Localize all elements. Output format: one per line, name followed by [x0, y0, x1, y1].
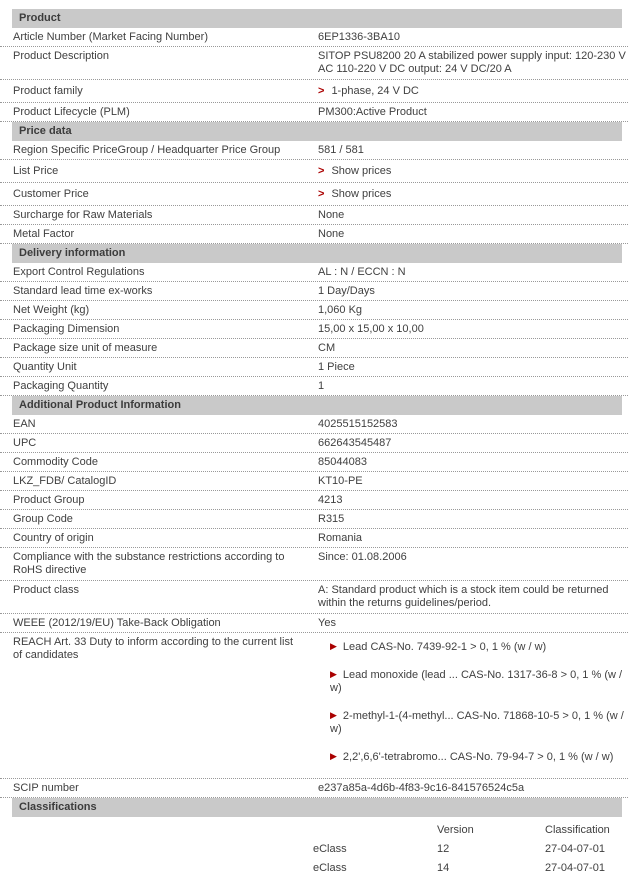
table-row [0, 472, 628, 491]
row-value [305, 165, 628, 178]
row-label: Standard lead time ex-works [13, 285, 153, 297]
table-row [0, 453, 628, 472]
classification-column-header: Classification [545, 824, 610, 836]
classification-cell: 27-04-07-01 [545, 843, 605, 855]
table-row [0, 415, 628, 434]
row-value: A: Standard product which is a stock item could be returned within the returns guidelines/period. [318, 584, 609, 609]
row-label: LKZ_FDB/ CatalogID [13, 475, 117, 487]
row-label: Package size unit of measure [13, 342, 158, 354]
table-row [0, 225, 628, 244]
classifications-header-row [0, 821, 628, 840]
section-header-price-data: Price data [12, 122, 622, 141]
row-value: None [318, 228, 345, 240]
version-cell: 12 [437, 843, 450, 855]
classification-row [0, 859, 628, 878]
row-value: 1 Day/Days [318, 285, 375, 297]
section-header-product: Product [12, 9, 622, 28]
row-label: Commodity Code [13, 456, 98, 468]
classification-cell: 27-04-07-01 [545, 862, 605, 874]
row-value: 85044083 [318, 456, 367, 468]
row-value: 15,00 x 15,00 x 10,00 [318, 323, 424, 335]
row-value: KT10-PE [318, 475, 363, 487]
chevron-right-icon: > [318, 165, 325, 177]
row-label: SCIP number [13, 782, 79, 794]
table-row [0, 339, 628, 358]
table-row [0, 358, 628, 377]
reach-substance-label: 2,2',6,6'-tetrabromo... CAS-No. 79-94-7 > 0, 1 % (w / w) [342, 751, 614, 763]
table-row [0, 510, 628, 529]
row-label: Product Description [13, 50, 109, 62]
table-row [0, 779, 628, 798]
row-value: Yes [318, 617, 336, 629]
reach-substance-item[interactable] [330, 709, 628, 736]
row-value [305, 85, 628, 98]
row-label: EAN [13, 418, 36, 430]
row-label: Surcharge for Raw Materials [13, 209, 153, 221]
product-family-link[interactable] [318, 85, 419, 98]
row-value: 1 [318, 380, 325, 392]
reach-substance-label: 2-methyl-1-(4-methyl... CAS-No. 71868-10-5 > 0, 1 % (w / w) [330, 710, 624, 735]
table-row [0, 141, 628, 160]
row-value [305, 636, 628, 776]
table-row [0, 47, 628, 80]
table-row [0, 491, 628, 510]
row-value: CM [318, 342, 336, 354]
link-label: Show prices [331, 165, 392, 177]
reach-substance-label: Lead monoxide (lead ... CAS-No. 1317-36-8 > 0, 1 % (w / w) [330, 669, 623, 694]
chevron-right-icon: > [318, 188, 325, 200]
table-row [0, 320, 628, 339]
row-value: 6EP1336-3BA10 [318, 31, 400, 43]
row-label: Packaging Dimension [13, 323, 120, 335]
row-label: Customer Price [13, 188, 89, 200]
row-value: 1 Piece [318, 361, 355, 373]
row-label: Net Weight (kg) [13, 304, 90, 316]
customer-price-show-prices-link[interactable] [318, 188, 391, 201]
table-row [0, 206, 628, 225]
table-row [0, 80, 628, 103]
link-label: Show prices [331, 188, 392, 200]
row-label: List Price [13, 165, 59, 177]
version-cell: 14 [437, 862, 450, 874]
row-value: 581 / 581 [318, 144, 364, 156]
row-value: R315 [318, 513, 345, 525]
triangle-right-icon: ▶ [330, 641, 337, 651]
row-label: Product Group [13, 494, 85, 506]
row-label: Product class [13, 584, 80, 596]
row-value: PM300:Active Product [318, 106, 427, 118]
row-value: e237a85a-4d6b-4f83-9c16-841576524c5a [318, 782, 525, 794]
table-row-reach [0, 633, 628, 779]
table-row [0, 28, 628, 47]
reach-substance-item[interactable] [330, 668, 628, 695]
table-row [0, 377, 628, 396]
row-label: UPC [13, 437, 37, 449]
row-value [305, 188, 628, 201]
row-value: Since: 01.08.2006 [318, 551, 407, 563]
classification-system-cell: eClass [313, 843, 347, 855]
row-label: Export Control Regulations [13, 266, 145, 278]
row-label: REACH Art. 33 Duty to inform according to the current list of candidates [13, 636, 294, 661]
row-value: SITOP PSU8200 20 A stabilized power supply input: 120-230 V AC 110-220 V DC output: 24 V DC/20 A [318, 50, 626, 75]
row-label: Compliance with the substance restrictions according to RoHS directive [13, 551, 285, 576]
list-price-show-prices-link[interactable] [318, 165, 391, 178]
table-row [0, 434, 628, 453]
row-label: Product family [13, 85, 83, 97]
row-label: Region Specific PriceGroup / Headquarter Price Group [13, 144, 281, 156]
table-row [0, 548, 628, 581]
table-row [0, 263, 628, 282]
reach-substance-list [318, 636, 628, 776]
row-value: 1,060 Kg [318, 304, 363, 316]
row-label: Packaging Quantity [13, 380, 109, 392]
table-row [0, 160, 628, 183]
row-label: WEEE (2012/19/EU) Take-Back Obligation [13, 617, 221, 629]
table-row [0, 301, 628, 320]
version-column-header: Version [437, 824, 474, 836]
row-label: Quantity Unit [13, 361, 77, 373]
reach-substance-item[interactable] [330, 750, 628, 764]
classification-system-cell: eClass [313, 862, 347, 874]
row-label: Metal Factor [13, 228, 75, 240]
row-label: Article Number (Market Facing Number) [13, 31, 208, 43]
row-value: 662643545487 [318, 437, 392, 449]
reach-substance-label: Lead CAS-No. 7439-92-1 > 0, 1 % (w / w) [342, 641, 547, 653]
table-row [0, 614, 628, 633]
classification-system-column-header [313, 824, 437, 837]
table-row [0, 282, 628, 301]
row-value: 4213 [318, 494, 343, 506]
row-label: Group Code [13, 513, 73, 525]
classification-row [0, 840, 628, 859]
row-label: Product Lifecycle (PLM) [13, 106, 130, 118]
row-value: Romania [318, 532, 363, 544]
table-row [0, 183, 628, 206]
table-row [0, 581, 628, 614]
row-label: Country of origin [13, 532, 94, 544]
table-row [0, 529, 628, 548]
table-row [0, 103, 628, 122]
triangle-right-icon: ▶ [330, 710, 337, 720]
row-value: 4025515152583 [318, 418, 398, 430]
reach-substance-item[interactable] [330, 640, 628, 654]
section-header-additional-product-information: Additional Product Information [12, 396, 622, 415]
triangle-right-icon: ▶ [330, 669, 337, 679]
row-value: None [318, 209, 345, 221]
section-header-classifications: Classifications [12, 798, 622, 817]
row-value: AL : N / ECCN : N [318, 266, 406, 278]
classifications-table [0, 821, 628, 878]
link-label: 1-phase, 24 V DC [331, 85, 419, 97]
chevron-right-icon: > [318, 85, 325, 97]
triangle-right-icon: ▶ [330, 751, 337, 761]
section-header-delivery-information: Delivery information [12, 244, 622, 263]
